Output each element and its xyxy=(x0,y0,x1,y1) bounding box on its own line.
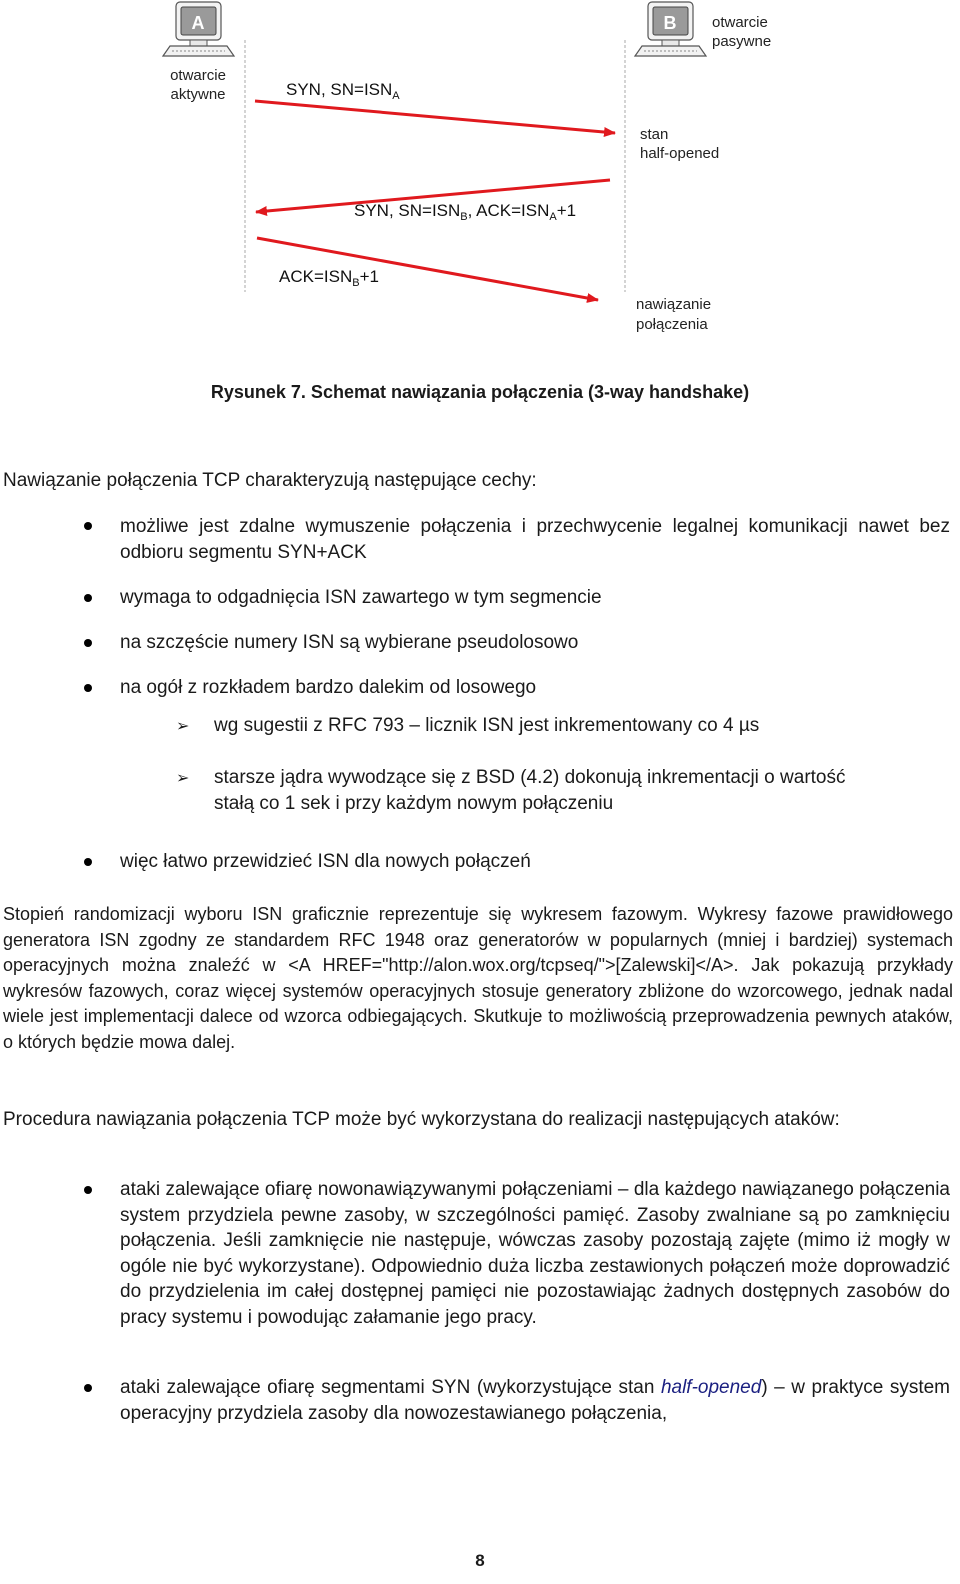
attack-item: ataki zalewające ofiarę nowonawiązywanymi połączeniami – dla każdego nawiązanego połączenia system przydziela pewne zasoby, w szczególności pamięć. Zasoby zwalniane są po zamknięciu połączenia. Jeśli zamknięcie nie następuje, wówczas zasoby pozostają zajęte (mimo iż mogły w ogóle nie być wykorzystane). Odpowiednio duża liczba zestawionych połączeń może doprowadzić do przydzielenia im całej dostępnej pamięci nie pozostawiając żadnych dostępnych zasobów do pracy systemu i powodując załamanie jego pracy. xyxy=(120,1179,950,1328)
host-b-letter: B xyxy=(663,13,677,33)
host-b-label-2: pasywne xyxy=(712,33,772,50)
bullet-item: na ogół z rozkładem bardzo dalekim od losowego xyxy=(120,677,537,698)
paragraph-isn-randomization: Stopień randomizacji wyboru ISN graficznie reprezentuje się wykresem fazowym. Wykresy fazowe prawidłowego generatora ISN zgodny ze standardem RFC 1948 oraz generatorów w popularnych (mniej i bardziej) systemach operacyjnych można znaleźć w <A HREF="http://alon.wox.org/tcpseq/">[Zalewski]</A>. Jak pokazują przykłady wykresów fazowych, coraz więcej systemów operacyjnych stosuje generatory zbliżone do wzorcowego, jednak nadal wiele jest implementacji dalece od wzorca odbiegających. Skutkuje to możliwością przeprowadzenia pewnych ataków, o których będzie mowa dalej. xyxy=(3,904,953,1052)
msg-syn-label: SYN, $SN=ISN_A$ xyxy=(286,80,400,102)
sub-bullet-item: starsze jądra wywodzące się z BSD (4.2) dokonują inkrementacji o wartość stałą co 1 sek i przy każdym nowym połączeniu xyxy=(214,767,846,814)
bullet-dot-icon xyxy=(84,522,92,530)
bullet-dot-icon xyxy=(84,684,92,692)
sub-bullet-item: wg sugestii z RFC 793 – licznik ISN jest inkrementowany co 4 µs xyxy=(214,715,760,736)
page-number: 8 xyxy=(475,1551,485,1570)
computer-b-icon xyxy=(635,2,706,56)
state-half-opened-1: stan xyxy=(640,126,669,143)
attack-item: ataki zalewające ofiarę segmentami SYN (wykorzystujące stan half-opened) – w praktyce system operacyjny przydziela zasoby dla nowozestawianego połączenia, xyxy=(120,1377,950,1424)
state-established-1: nawiązanie xyxy=(636,296,712,313)
host-b-label-1: otwarcie xyxy=(712,14,768,31)
paragraph-attacks-intro: Procedura nawiązania połączenia TCP może być wykorzystana do realizacji następujących ataków: xyxy=(3,1109,840,1130)
bullet-item: więc łatwo przewidzieć ISN dla nowych połączeń xyxy=(120,851,531,872)
host-a-label-2: aktywne xyxy=(170,86,226,103)
bullet-item: możliwe jest zdalne wymuszenie połączenia i przechwycenie legalnej komunikacji nawet bez odbioru segmentu SYN+ACK xyxy=(120,516,950,563)
msg-syn-ack-label: SYN, $SN=ISN_B$, $ACK=ISN_A+1$ xyxy=(354,201,577,223)
bullet-item: wymaga to odgadnięcia ISN zawartego w tym segmencie xyxy=(120,587,602,608)
figure-caption: Rysunek 7. Schemat nawiązania połączenia (3-way handshake) xyxy=(210,382,750,402)
bullet-dot-icon xyxy=(84,1186,92,1194)
state-established-2: połączenia xyxy=(636,316,708,333)
msg-ack-label: $ACK=ISN_B+1$ xyxy=(279,267,379,289)
intro-text: Nawiązanie połączenia TCP charakteryzują następujące cechy: xyxy=(3,470,537,491)
computer-a-icon xyxy=(163,2,234,56)
bullet-item: na szczęście numery ISN są wybierane pseudolosowo xyxy=(120,632,579,653)
syn-arrow xyxy=(255,101,615,133)
host-a-letter: A xyxy=(191,13,205,33)
bullet-dot-icon xyxy=(84,1384,92,1392)
half-opened-term: half-opened xyxy=(660,1377,762,1398)
host-a-label-1: otwarcie xyxy=(170,67,226,84)
state-half-opened-2: half-opened xyxy=(640,145,720,162)
bullet-dot-icon xyxy=(84,594,92,602)
arrow-bullet-icon: ➢ xyxy=(176,718,190,735)
bullet-dot-icon xyxy=(84,639,92,647)
bullet-dot-icon xyxy=(84,858,92,866)
handshake-diagram xyxy=(0,0,960,345)
arrow-bullet-icon: ➢ xyxy=(176,770,190,787)
